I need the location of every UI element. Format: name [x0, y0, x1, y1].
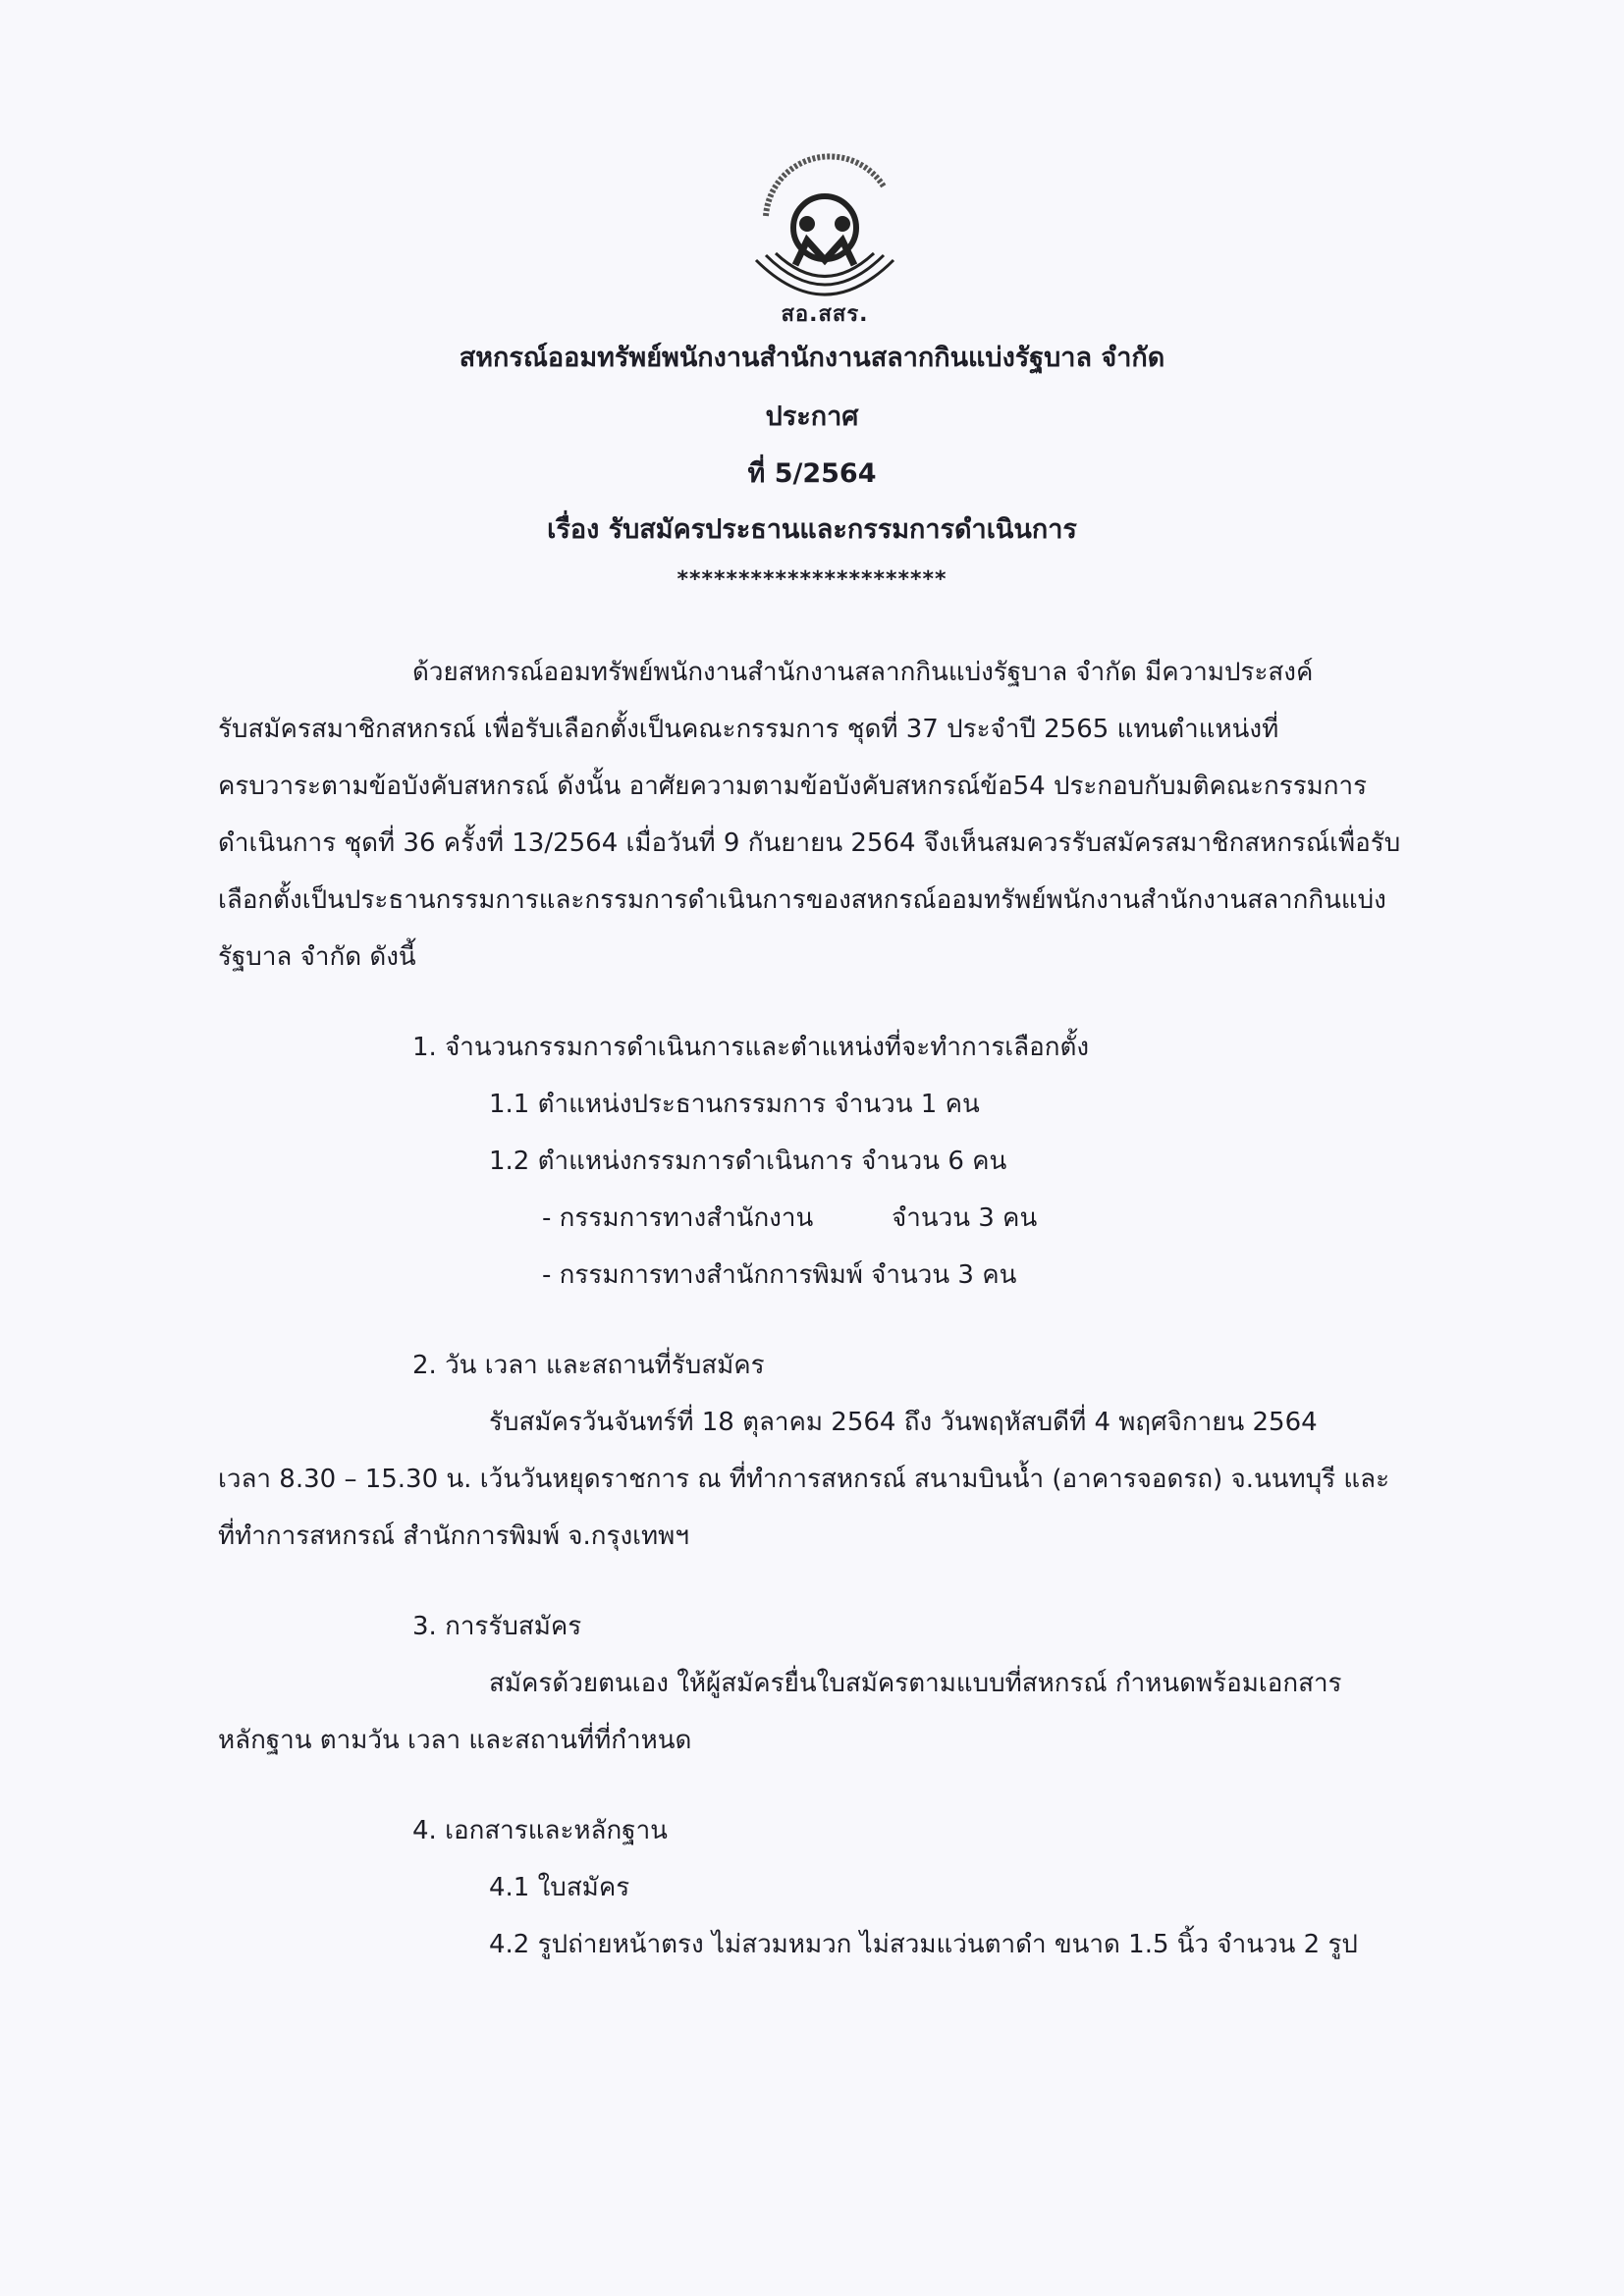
intro-line-3: ครบวาระตามข้อบังคับสหกรณ์ ดังนั้น อาศัยความตามข้อบังคับสหกรณ์ข้อ54 ประกอบกับมติคณะกรรมการ: [218, 772, 1368, 801]
section-1-sub-b: - กรรมการทางสำนักการพิมพ์ จำนวน 3 คน: [542, 1260, 1017, 1290]
intro-line-5: เลือกตั้งเป็นประธานกรรมการและกรรมการดำเนินการของสหกรณ์ออมทรัพย์พนักงานสำนักงานสลากกินแบ่ง: [218, 885, 1386, 915]
section-1-sub-a-count: จำนวน 3 คน: [892, 1203, 1038, 1233]
announcement-heading: ประกาศ: [765, 401, 859, 432]
section-1-title: 1. จำนวนกรรมการดำเนินการและตำแหน่งที่จะทำการเลือกตั้ง: [412, 1033, 1090, 1062]
organization-name: สหกรณ์ออมทรัพย์พนักงานสำนักงานสลากกินแบ่งรัฐบาล จำกัด: [459, 343, 1165, 373]
intro-line-1: ด้วยสหกรณ์ออมทรัพย์พนักงานสำนักงานสลากกินแบ่งรัฐบาล จำกัด มีความประสงค์: [412, 658, 1314, 687]
section-2-line-3: ที่ทำการสหกรณ์ สำนักการพิมพ์ จ.กรุงเทพฯ: [218, 1522, 689, 1551]
section-4-item-1: 4.1 ใบสมัคร: [489, 1873, 630, 1902]
section-1-item-2: 1.2 ตำแหน่งกรรมการดำเนินการ จำนวน 6 คน: [489, 1147, 1007, 1176]
section-2-line-1: รับสมัครวันจันทร์ที่ 18 ตุลาคม 2564 ถึง วันพฤหัสบดีที่ 4 พฤศจิกายน 2564: [489, 1408, 1318, 1437]
announcement-subject: เรื่อง รับสมัครประธานและกรรมการดำเนินการ: [547, 514, 1077, 545]
announcement-number: ที่ 5/2564: [747, 458, 877, 489]
section-1-sub-a-label: - กรรมการทางสำนักงาน: [542, 1203, 814, 1233]
section-1-item-1: 1.1 ตำแหน่งประธานกรรมการ จำนวน 1 คน: [489, 1090, 980, 1119]
section-3-title: 3. การรับสมัคร: [412, 1612, 582, 1641]
section-4-title: 4. เอกสารและหลักฐาน: [412, 1816, 668, 1845]
logo-abbreviation: สอ.สสร.: [781, 302, 869, 327]
intro-line-2: รับสมัครสมาชิกสหกรณ์ เพื่อรับเลือกตั้งเป็นคณะกรรมการ ชุดที่ 37 ประจำปี 2565 แทนตำแหน่งที่: [218, 715, 1279, 744]
intro-line-4: ดำเนินการ ชุดที่ 36 ครั้งที่ 13/2564 เมื่อวันที่ 9 กันยายน 2564 จึงเห็นสมควรรับสมัครสมาชิกสหกรณ์เพื่อรับ: [218, 828, 1401, 858]
section-3-line-1: สมัครด้วยตนเอง ให้ผู้สมัครยื่นใบสมัครตามแบบที่สหกรณ์ กำหนดพร้อมเอกสาร: [489, 1669, 1342, 1698]
section-2-line-2: เวลา 8.30 – 15.30 น. เว้นวันหยุดราชการ ณ ที่ทำการสหกรณ์ สนามบินน้ำ (อาคารจอดรถ) จ.นนทบุรี และ: [218, 1465, 1390, 1494]
intro-line-6: รัฐบาล จำกัด ดังนี้: [218, 942, 416, 972]
section-3-line-2: หลักฐาน ตามวัน เวลา และสถานที่ที่กำหนด: [218, 1726, 692, 1755]
separator-stars: **********************: [677, 567, 947, 592]
section-2-title: 2. วัน เวลา และสถานที่รับสมัคร: [412, 1351, 765, 1380]
section-4-item-2: 4.2 รูปถ่ายหน้าตรง ไม่สวมหมวก ไม่สวมแว่นตาดำ ขนาด 1.5 นิ้ว จำนวน 2 รูป: [489, 1930, 1358, 1959]
